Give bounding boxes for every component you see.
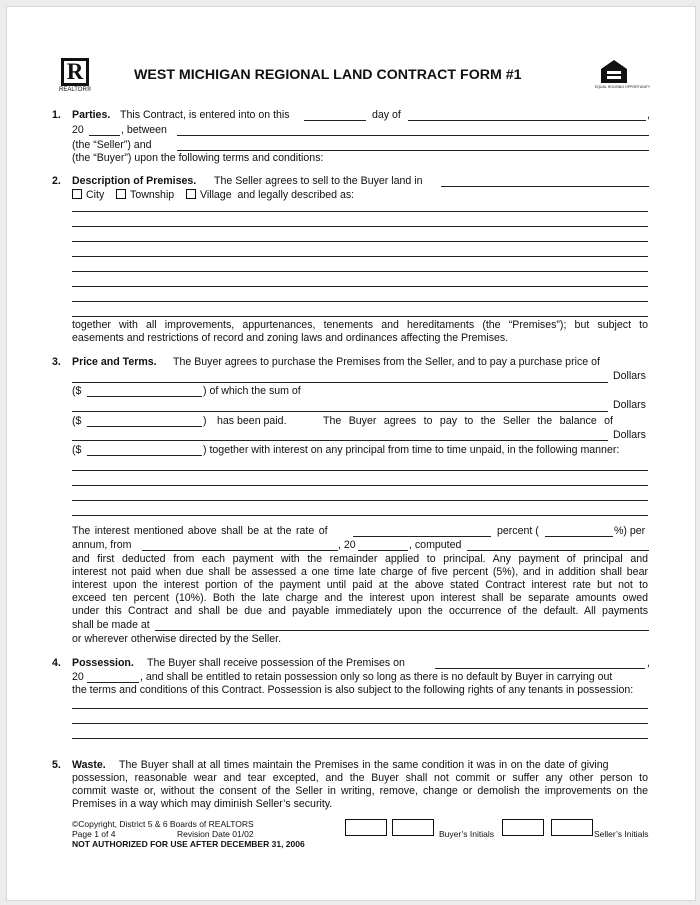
s3-paragraph-line: interest not paid when due shall be assessed a one time late charge of five percent (5%), and in addition shall bear (72, 566, 648, 578)
dollar-sign-open: ($ (72, 444, 82, 456)
section-3-heading: Price and Terms. (72, 356, 157, 368)
percent-label: percent ( (497, 525, 539, 537)
legal-description-line[interactable] (72, 256, 648, 257)
land-location-field[interactable] (441, 186, 649, 187)
s1-line4-buyer: (the “Buyer”) upon the following terms and conditions: (72, 152, 324, 164)
purchase-price-amount-field[interactable] (87, 396, 202, 397)
annum-from-text: annum, from (72, 539, 132, 551)
balance-amount-field[interactable] (87, 455, 202, 456)
village-label: Village (199, 189, 232, 201)
s4-year-prefix: 20 (72, 671, 84, 683)
s1-line2-between: , between (121, 124, 167, 136)
seller-initials-box-1[interactable] (502, 819, 544, 836)
page-title: WEST MICHIGAN REGIONAL LAND CONTRACT FORM #1 (134, 67, 522, 83)
s2-easements-text: easements and restrictions of record and zoning laws and ordinances affecting the Premises. (72, 332, 509, 344)
s3-paragraph-line: exceed ten percent (10%). Both the late charge and the interest upon interest shall be separate amounts owed (72, 592, 648, 604)
s4-comma: , (647, 657, 650, 669)
s5-paragraph-line: commit waste or, without the consent of the Seller in writing, remove, change or demolish the improvements on the (72, 785, 648, 797)
s1-line3-seller: (the “Seller”) and (72, 139, 152, 151)
footer-notice: NOT AUTHORIZED FOR USE AFTER DECEMBER 31, 2006 (72, 839, 305, 849)
city-label: City (86, 189, 105, 201)
payment-terms-line[interactable] (72, 515, 648, 516)
s2-options-row (72, 189, 354, 202)
s3-balance-text: The Buyer agrees to pay to the Seller the balance of (323, 415, 613, 427)
city-checkbox[interactable] (72, 189, 82, 199)
realtor-label: REALTOR® (59, 87, 92, 93)
contract-month-field[interactable] (408, 120, 646, 121)
legal-description-line[interactable] (72, 211, 648, 212)
dollar-sign-open: ($ (72, 415, 82, 427)
seller-initials-box-2[interactable] (551, 819, 593, 836)
footer-copyright: ©Copyright, District 5 & 6 Boards of REALTORS (72, 819, 254, 829)
legal-description-line[interactable] (72, 316, 648, 317)
s3-line1-text: The Buyer agrees to purchase the Premises from the Seller, and to pay a purchase price of (173, 356, 600, 368)
equal-housing-label: EQUAL HOUSING OPPORTUNITY (595, 85, 651, 89)
computed-label: , computed (409, 539, 462, 551)
payment-terms-line[interactable] (72, 470, 648, 471)
s3-has-been-paid: has been paid. (217, 415, 287, 427)
s1-line1-dayof: day of (372, 109, 401, 121)
s4-line3-text: the terms and conditions of this Contract. Possession is also subject to the following rights of any tenants in possession: (72, 684, 634, 696)
percent-per-label: %) per (614, 525, 646, 537)
s3-otherwise-directed: or wherever otherwise directed by the Seller. (72, 633, 282, 645)
section-5-number: 5. (52, 759, 61, 771)
s3-interest-rate-text: The interest mentioned above shall be at the rate of (72, 525, 328, 537)
s1-line1-text: This Contract, is entered into on this (120, 109, 290, 121)
dollars-label: Dollars (613, 370, 646, 382)
s5-paragraph-line: Premises in a way which may diminish Seller’s security. (72, 798, 333, 810)
possession-year-field[interactable] (87, 682, 139, 683)
section-1-number: 1. (52, 109, 61, 121)
s3-interest-manner-text: ) together with interest on any principal from time to time unpaid, in the following manner: (203, 444, 620, 456)
legal-description-line[interactable] (72, 271, 648, 272)
equal-housing-house-icon (599, 58, 629, 84)
section-4-number: 4. (52, 657, 61, 669)
dollar-sign-open: ($ (72, 385, 82, 397)
township-checkbox[interactable] (116, 189, 126, 199)
buyer-initials-box-2[interactable] (392, 819, 434, 836)
paren-close: ) (203, 415, 207, 427)
s3-paragraph-line: under this Contract and shall be due and payable immediately upon the occurrence of the default. All payments (72, 605, 648, 617)
s3-paragraph-line: interest upon the interest portion of the payment until paid at the above stated Contract interest rate but not to (72, 579, 648, 591)
contract-page (6, 6, 696, 901)
s5-line1-text: The Buyer shall at all times maintain the Premises in the same condition it was in on the date of giving (119, 759, 609, 771)
seller-name-field[interactable] (177, 150, 649, 151)
section-1-heading: Parties. (72, 109, 111, 121)
payment-terms-line[interactable] (72, 485, 648, 486)
section-2-number: 2. (52, 175, 61, 187)
interest-rate-words-field[interactable] (353, 536, 491, 537)
legal-description-line[interactable] (72, 241, 648, 242)
tenant-rights-line[interactable] (72, 708, 648, 709)
interest-start-date-field[interactable] (142, 550, 338, 551)
footer-page-number: Page 1 of 4 (72, 829, 116, 839)
s3-paragraph-line: and first deducted from each payment with the remainder applied to principal. Any payment of principal and (72, 553, 648, 565)
legal-description-line[interactable] (72, 286, 648, 287)
payment-terms-line[interactable] (72, 500, 648, 501)
paid-sum-amount-field[interactable] (87, 426, 202, 427)
section-3-number: 3. (52, 356, 61, 368)
paid-sum-words-field[interactable] (72, 411, 608, 412)
section-2-heading: Description of Premises. (72, 175, 197, 187)
computation-method-field[interactable] (467, 550, 649, 551)
s4-line1-text: The Buyer shall receive possession of the Premises on (147, 657, 405, 669)
village-checkbox[interactable] (186, 189, 196, 199)
s2-line1-text: The Seller agrees to sell to the Buyer land in (214, 175, 423, 187)
section-5-heading: Waste. (72, 759, 106, 771)
legal-description-line[interactable] (72, 226, 648, 227)
s1-line1-comma: , (647, 109, 650, 121)
contract-day-field[interactable] (304, 120, 366, 121)
realtor-r-icon: R (61, 58, 89, 86)
dollars-label: Dollars (613, 399, 646, 411)
township-label: Township (130, 189, 175, 201)
year-prefix-20: , 20 (338, 539, 356, 551)
interest-rate-number-field[interactable] (545, 536, 613, 537)
legal-desc-label: and legally described as: (237, 189, 355, 201)
buyer-initials-label: Buyer’s Initials (439, 829, 494, 839)
purchase-price-words-field[interactable] (72, 382, 608, 383)
dollars-label: Dollars (613, 429, 646, 441)
s2-improvements-text: together with all improvements, appurtenances, tenements and hereditaments (the “Premises”); but subject to (72, 319, 648, 331)
tenant-rights-line[interactable] (72, 738, 648, 739)
section-4-heading: Possession. (72, 657, 134, 669)
s5-paragraph-line: possession, reasonable wear and tear excepted, and the Buyer shall not commit or suffer any other person to (72, 772, 648, 784)
possession-date-field[interactable] (435, 668, 645, 669)
s1-line2-year-prefix: 20 (72, 124, 84, 136)
s3-sum-of-text: ) of which the sum of (203, 385, 301, 397)
payments-made-at-text: shall be made at (72, 619, 150, 631)
legal-description-line[interactable] (72, 301, 648, 302)
payment-location-field[interactable] (155, 630, 649, 631)
seller-initials-label: Seller’s Initials (594, 829, 649, 839)
footer-revision-date: Revision Date 01/02 (177, 829, 254, 839)
s4-line2-text: , and shall be entitled to retain possession only so long as there is no default by Buyer in carrying out (140, 671, 613, 683)
contract-year-field[interactable] (89, 135, 120, 136)
buyer-initials-box-1[interactable] (345, 819, 387, 836)
balance-words-field[interactable] (72, 440, 608, 441)
tenant-rights-line[interactable] (72, 723, 648, 724)
interest-start-year-field[interactable] (358, 550, 408, 551)
parties-line-field[interactable] (177, 135, 649, 136)
